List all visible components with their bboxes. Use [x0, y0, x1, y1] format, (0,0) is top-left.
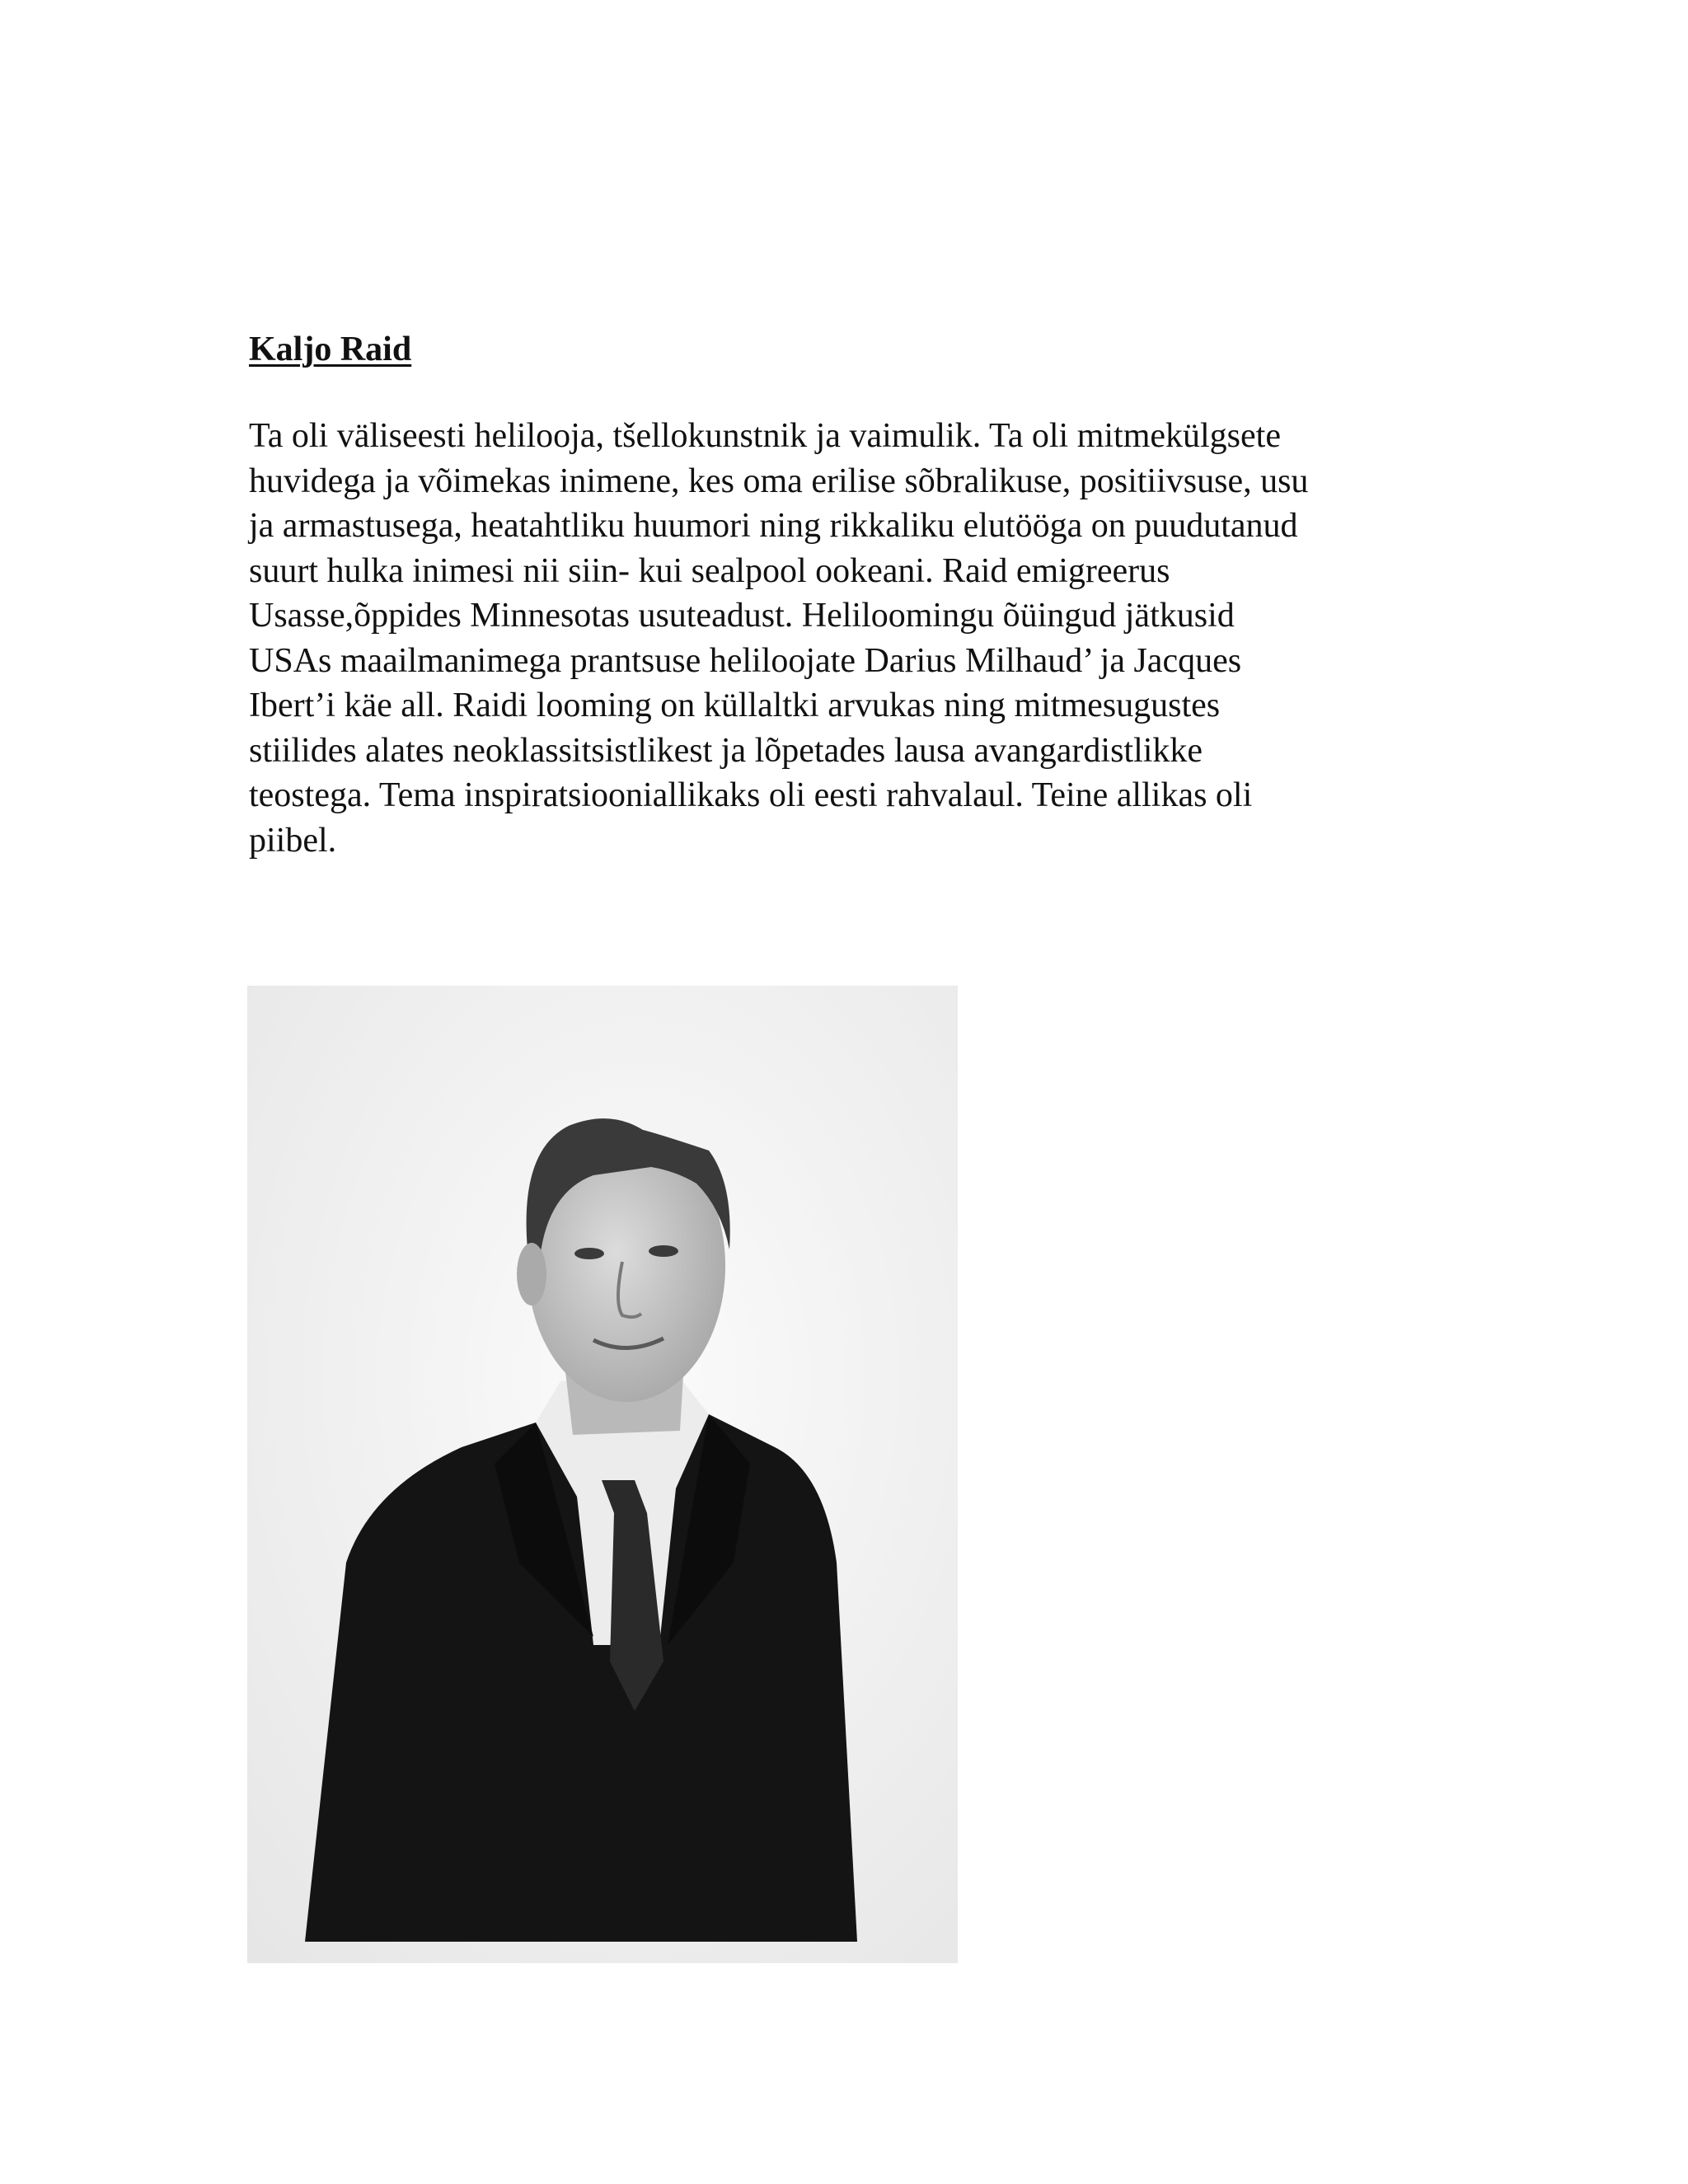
bio-line: stiilides alates neoklassitsistlikest ja lõpetades lausa avangardistlikke: [249, 731, 1203, 770]
bio-line: Ta oli väliseesti helilooja, tšellokunstnik ja vaimulik. Ta oli mitmekülgsete: [249, 417, 1281, 455]
bio-line: huvidega ja võimekas inimene, kes oma erilise sõbralikuse, positiivsuse, usu: [249, 462, 1309, 500]
bio-line: Ibert’i käe all. Raidi looming on küllaltki arvukas ning mitmesugustes: [249, 687, 1221, 724]
bio-line: suurt hulka inimesi nii siin- kui sealpool ookeani. Raid emigreerus: [249, 551, 1170, 590]
bio-line: teostega. Tema inspiratsiooniallikaks oli eesti rahvalaul. Teine allikas oli: [249, 776, 1253, 814]
bio-line: Usasse,õppides Minnesotas usuteadust. Heliloomingu õüingud jätkusid: [249, 597, 1235, 635]
left-eye: [574, 1248, 604, 1259]
portrait-photo: [247, 986, 958, 1963]
portrait-illustration: [247, 986, 958, 1963]
bio-line: ja armastusega, heatahtliku huumori ning rikkaliku elutööga on puudutanud: [249, 507, 1298, 545]
bio-line: USAs maailmanimega prantsuse heliloojate Darius Milhaud’ ja Jacques: [249, 641, 1242, 680]
ear: [517, 1243, 546, 1305]
bio-paragraph: [249, 414, 1308, 863]
page-title: Kaljo Raid: [249, 330, 412, 368]
bio-line: piibel.: [249, 821, 337, 860]
right-eye: [649, 1245, 678, 1257]
